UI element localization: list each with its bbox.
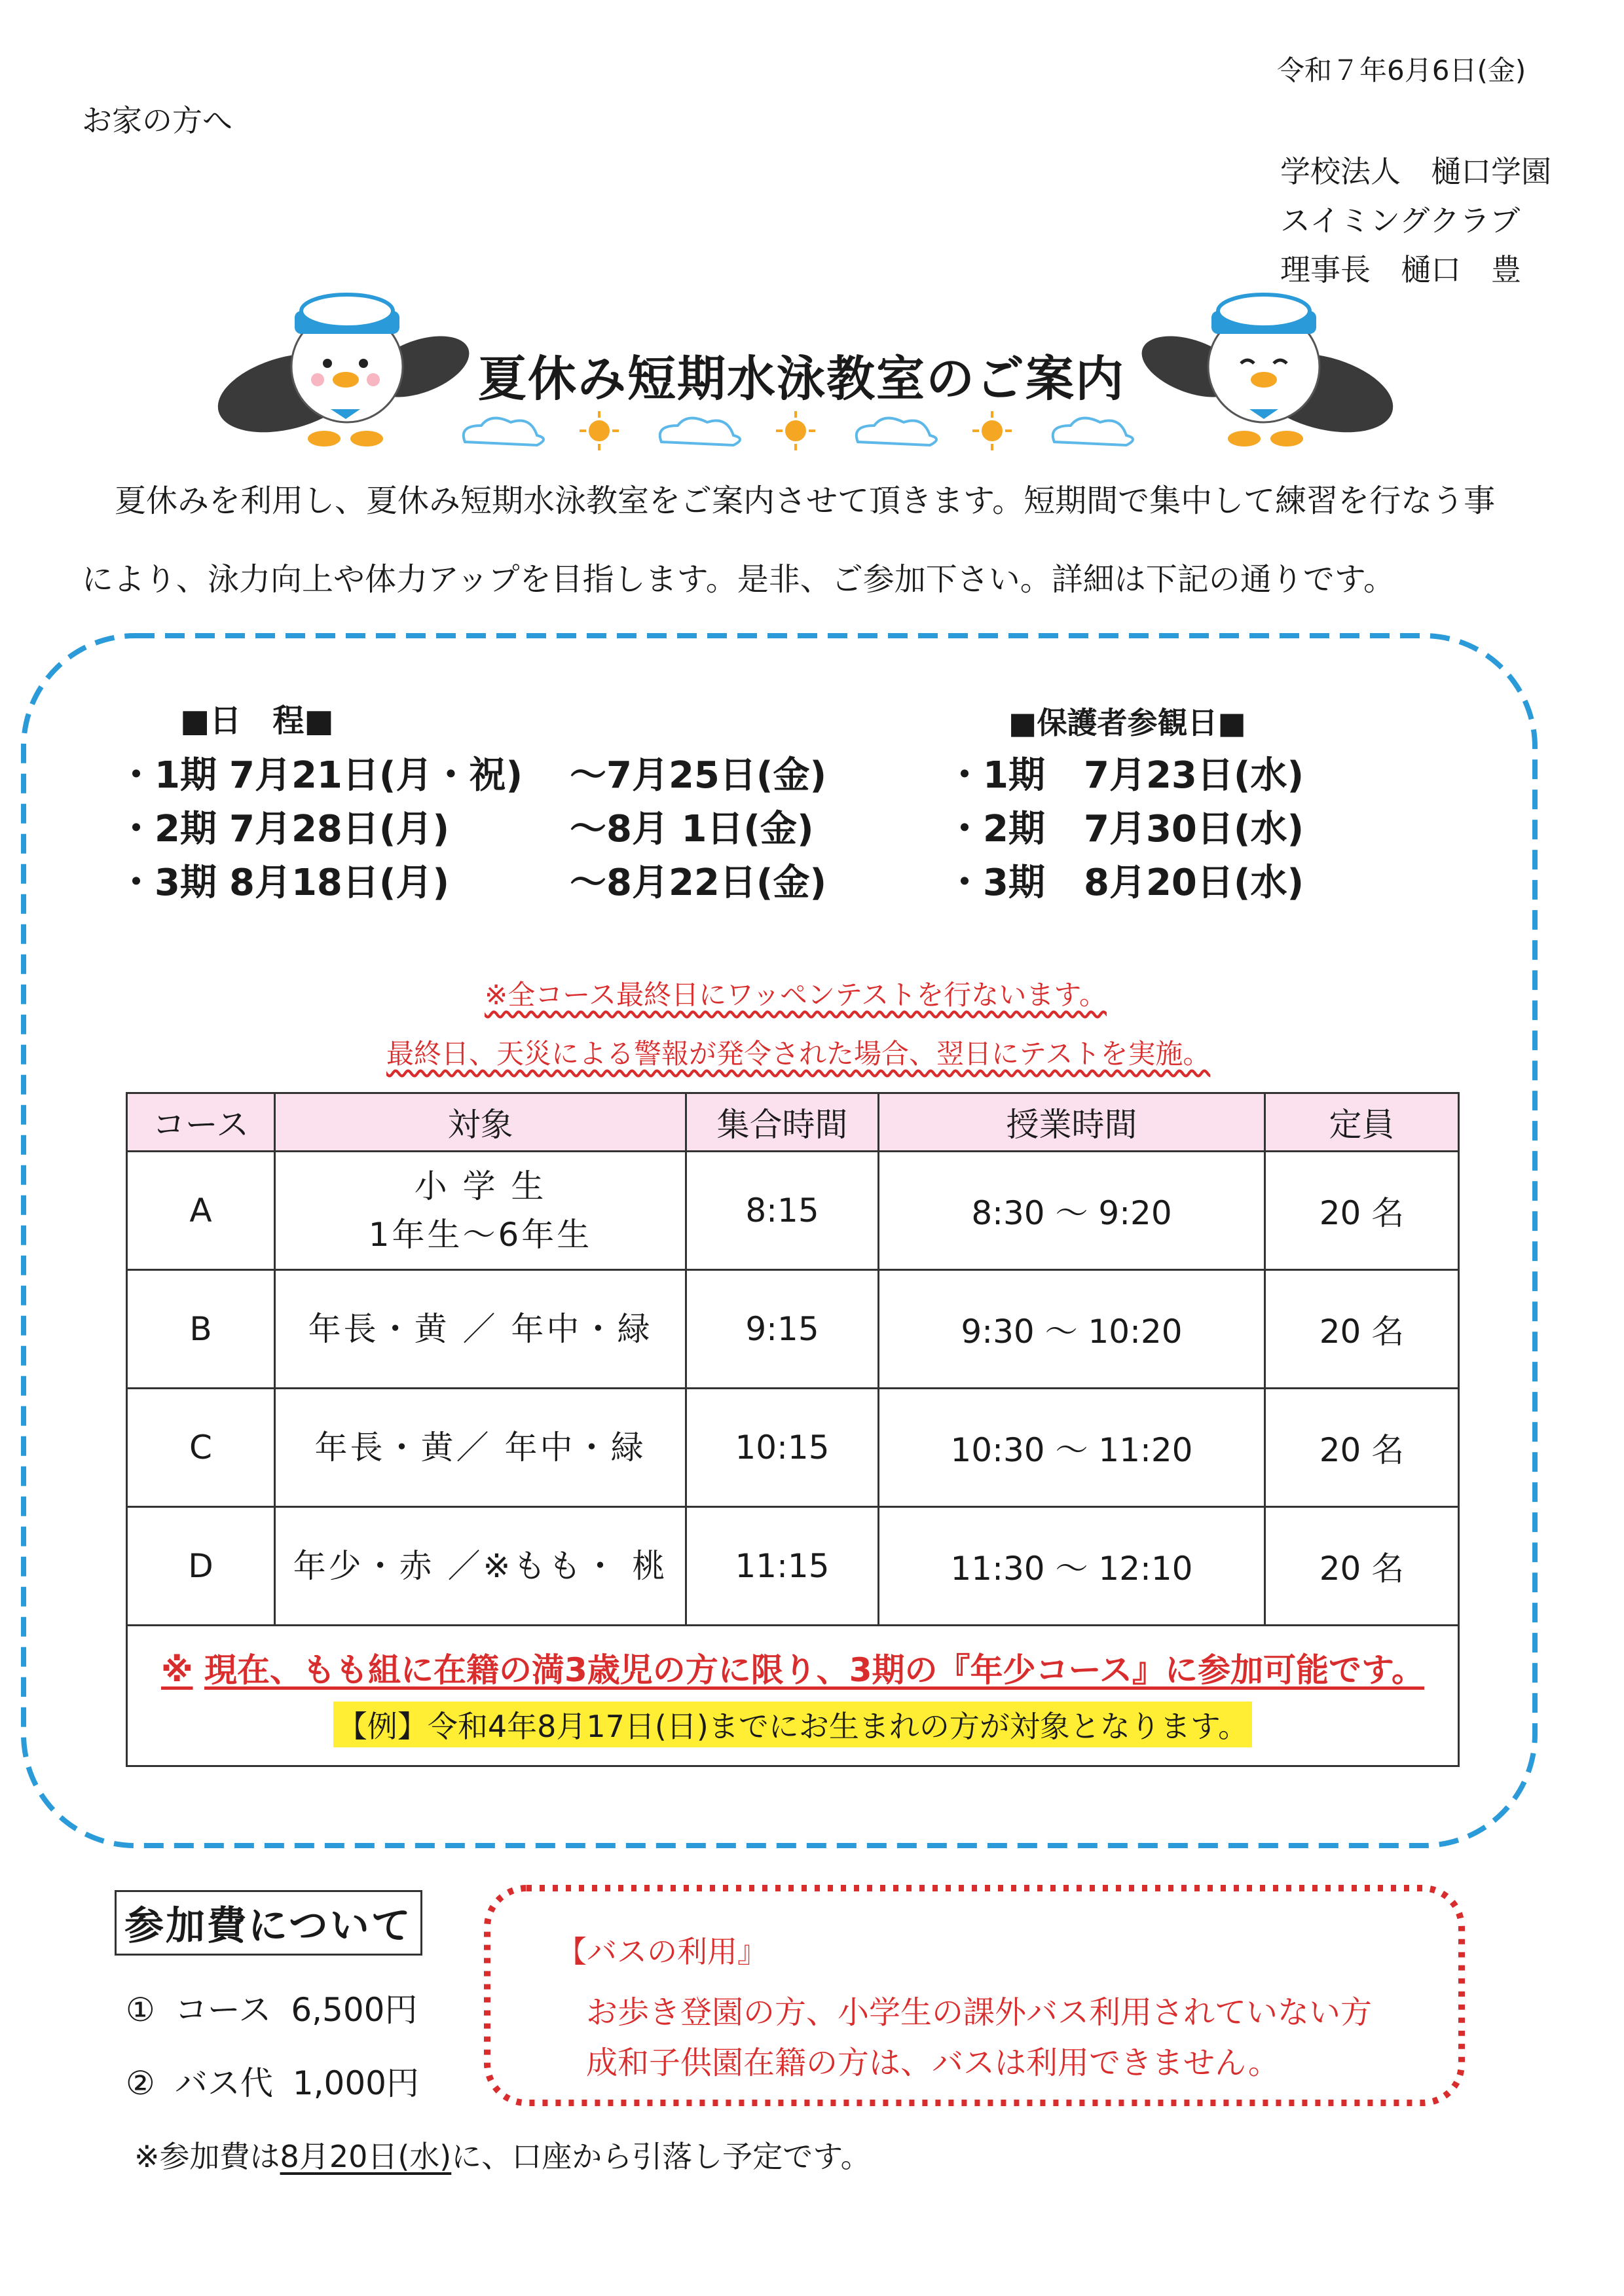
gather-time-cell: 11:15 <box>686 1507 879 1626</box>
sender-block <box>1280 147 1551 295</box>
course-cell: B <box>127 1270 275 1389</box>
gather-time-cell: 9:15 <box>686 1270 879 1389</box>
schedule-period: ・1期 <box>118 754 217 797</box>
course-table <box>126 1092 1460 1767</box>
target-line: 小 学 生 <box>414 1167 547 1205</box>
fee-heading: 参加費について <box>115 1890 422 1956</box>
schedule-start: 7月21日(月・祝) <box>229 754 523 797</box>
schedule-end: ～8月22日(金) <box>570 862 827 904</box>
schedule-row <box>118 854 826 906</box>
mascot-bird-right-icon <box>1126 288 1414 458</box>
course-cell: A <box>127 1152 275 1270</box>
lesson-time-cell: 9:30 ～ 10:20 <box>879 1270 1265 1389</box>
visit-period: ・3期 <box>946 862 1045 904</box>
capacity-cell: 20 名 <box>1265 1270 1459 1389</box>
sender-line: スイミングクラブ <box>1280 203 1521 238</box>
fee-payment-note <box>134 2133 871 2176</box>
page-title: 夏休み短期水泳教室のご案内 <box>478 351 1125 407</box>
table-row <box>127 1507 1459 1626</box>
schedule-period: ・3期 <box>118 862 217 904</box>
column-header: 対象 <box>275 1093 686 1152</box>
column-header: 定員 <box>1265 1093 1459 1152</box>
visit-date: 7月23日(水) <box>1084 754 1304 797</box>
capacity-cell: 20 名 <box>1265 1507 1459 1626</box>
fee-label: コース <box>174 1991 272 2029</box>
visit-period: ・1期 <box>946 754 1045 797</box>
title-banner <box>196 288 1428 458</box>
gather-time-cell: 8:15 <box>686 1152 879 1270</box>
table-row <box>127 1152 1459 1270</box>
mascot-bird-left-icon <box>196 288 485 458</box>
bus-heading: 【バスの利用』 <box>557 1934 767 1969</box>
visit-date: 7月30日(水) <box>1084 808 1304 850</box>
fee-amount: 1,000円 <box>292 2064 419 2102</box>
fee-item <box>126 1984 437 2031</box>
sender-line: 学校法人 樋口学園 <box>1280 154 1551 189</box>
lesson-time-cell: 8:30 ～ 9:20 <box>879 1152 1265 1270</box>
visit-row <box>946 854 1304 906</box>
schedule-row <box>118 800 814 852</box>
lesson-time-cell: 11:30 ～ 12:10 <box>879 1507 1265 1626</box>
gather-time-cell: 10:15 <box>686 1389 879 1507</box>
course-cell: C <box>127 1389 275 1507</box>
schedule-heading: ■日 程■ <box>180 702 334 739</box>
note-mark: ※ <box>160 1651 193 1689</box>
schedule-end: ～7月25日(金) <box>570 754 827 797</box>
table-row <box>127 1270 1459 1389</box>
fee-number: ② <box>126 2064 155 2102</box>
table-row <box>127 1389 1459 1507</box>
weather-warning-note: 最終日、天災による警報が発令された場合、翌日にテストを実施。 <box>386 1038 1211 1070</box>
target-cell: 年少・赤 ／※もも・ 桃 <box>275 1507 686 1626</box>
fee-label: バス代 <box>174 2064 273 2102</box>
course-cell: D <box>127 1507 275 1626</box>
capacity-cell: 20 名 <box>1265 1389 1459 1507</box>
target-cell: 年長・黄／ 年中・緑 <box>275 1389 686 1507</box>
document-date: 令和７年6月6日(金) <box>1277 54 1526 86</box>
lesson-time-cell: 10:30 ～ 11:20 <box>879 1389 1265 1507</box>
schedule-period: ・2期 <box>118 808 217 850</box>
fee-item <box>126 2057 439 2104</box>
schedule-start: 8月18日(月) <box>229 862 450 904</box>
schedule-start: 7月28日(月) <box>229 808 450 850</box>
fee-number: ① <box>126 1991 155 2029</box>
wappen-test-note: ※全コース最終日にワッペンテストを行ないます。 <box>485 979 1107 1011</box>
visit-heading: ■保護者参観日■ <box>1008 705 1246 740</box>
visit-row <box>946 746 1304 799</box>
eligibility-note <box>128 1644 1457 1691</box>
footnote-cell <box>127 1626 1459 1766</box>
fee-note-text: に、口座から引落し予定です。 <box>451 2139 871 2174</box>
eligibility-text: 現在、もも組に在籍の満3歳児の方に限り、3期の『年少コース』に参加可能です。 <box>204 1651 1425 1689</box>
target-line: 1年生～6年生 <box>368 1216 593 1254</box>
schedule-end: ～8月 1日(金) <box>570 808 814 850</box>
visit-date: 8月20日(水) <box>1084 862 1304 904</box>
addressee: お家の方へ <box>82 103 232 138</box>
bus-note-line: お歩き登園の方、小学生の課外バス利用されていない方 <box>586 1994 1373 2031</box>
intro-line: により、泳力向上や体力アップを目指します。是非、ご参加下さい。詳細は下記の通りです。 <box>82 561 1395 598</box>
fee-note-text: ※参加費は <box>134 2139 280 2174</box>
target-cell: 年長・黄 ／ 年中・緑 <box>275 1270 686 1389</box>
capacity-cell: 20 名 <box>1265 1152 1459 1270</box>
table-footnote-row <box>127 1626 1459 1766</box>
intro-line: 夏休みを利用し、夏休み短期水泳教室をご案内させて頂きます。短期間で集中して練習を行なう事 <box>115 483 1496 519</box>
column-header: 授業時間 <box>879 1093 1265 1152</box>
target-cell <box>275 1152 686 1270</box>
visit-period: ・2期 <box>946 808 1045 850</box>
column-header: 集合時間 <box>686 1093 879 1152</box>
visit-row <box>946 800 1304 852</box>
birthdate-example: 【例】令和4年8月17日(日)までにお生まれの方が対象となります。 <box>333 1702 1252 1747</box>
fee-amount: 6,500円 <box>291 1991 418 2029</box>
schedule-row <box>118 746 826 799</box>
bus-note-line: 成和子供園在籍の方は、バスは利用できません。 <box>586 2045 1280 2081</box>
sender-line: 理事長 樋口 豊 <box>1280 252 1521 287</box>
column-header: コース <box>127 1093 275 1152</box>
fee-note-date: 8月20日(水) <box>280 2139 452 2174</box>
table-header-row <box>127 1093 1459 1152</box>
clouds-and-suns-icon <box>452 406 1172 452</box>
